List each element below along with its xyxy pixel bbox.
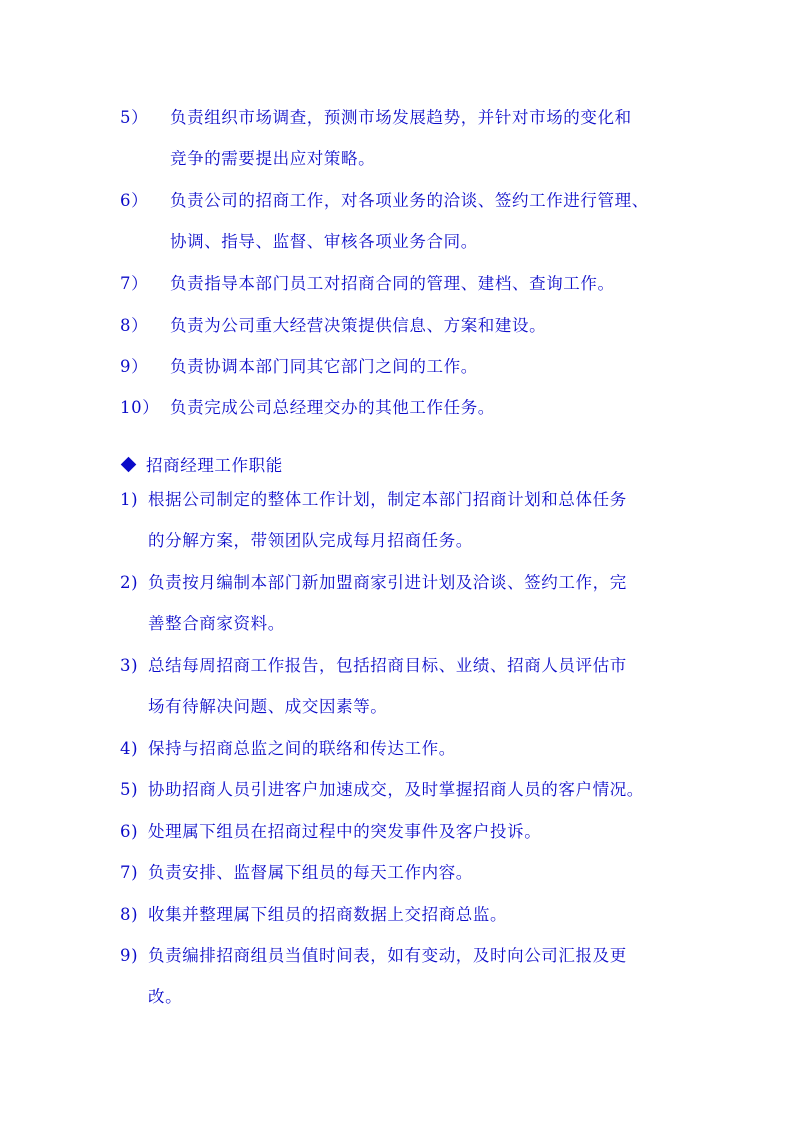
section-heading <box>121 456 283 476</box>
item-number: 8) <box>120 905 139 924</box>
item-text: 根据公司制定的整体工作计划，制定本部门招商计划和总体任务 <box>148 490 627 509</box>
item-number: 5） <box>120 108 149 127</box>
item-text: 总结每周招商工作报告，包括招商目标、业绩、招商人员评估市 <box>148 656 627 675</box>
item-text: 负责公司的招商工作，对各项业务的洽谈、签约工作进行管理、 <box>170 191 649 210</box>
diamond-bullet-icon <box>121 457 137 473</box>
item-text: 负责协调本部门同其它部门之间的工作。 <box>170 357 478 376</box>
item-text: 负责按月编制本部门新加盟商家引进计划及洽谈、签约工作，完 <box>148 573 627 592</box>
item-text: 处理属下组员在招商过程中的突发事件及客户投诉。 <box>148 822 542 841</box>
item-number: 9) <box>120 946 139 965</box>
section-heading-text: 招商经理工作职能 <box>146 456 283 475</box>
item-text-continued: 改。 <box>148 987 183 1006</box>
item-text-continued: 场有待解决问题、成交因素等。 <box>148 697 388 716</box>
item-text: 负责组织市场调查，预测市场发展趋势，并针对市场的变化和 <box>170 108 632 127</box>
item-text: 保持与招商总监之间的联络和传达工作。 <box>148 739 456 758</box>
item-number: 4) <box>120 739 139 758</box>
item-text: 负责为公司重大经营决策提供信息、方案和建设。 <box>170 316 547 335</box>
item-text: 负责安排、监督属下组员的每天工作内容。 <box>148 863 473 882</box>
item-text: 协助招商人员引进客户加速成交，及时掌握招商人员的客户情况。 <box>148 780 644 799</box>
item-text-continued: 善整合商家资料。 <box>148 614 285 633</box>
item-text: 负责完成公司总经理交办的其他工作任务。 <box>170 398 495 417</box>
item-number: 1) <box>120 490 139 509</box>
item-text: 收集并整理属下组员的招商数据上交招商总监。 <box>148 905 508 924</box>
item-number: 6) <box>120 822 139 841</box>
item-text-continued: 的分解方案，带领团队完成每月招商任务。 <box>148 531 473 550</box>
item-number: 5) <box>120 780 139 799</box>
item-text: 负责指导本部门员工对招商合同的管理、建档、查询工作。 <box>170 274 615 293</box>
item-text-continued: 竞争的需要提出应对策略。 <box>170 149 376 168</box>
item-number: 9） <box>120 357 149 376</box>
item-number: 8） <box>120 316 149 335</box>
item-number: 7） <box>120 274 149 293</box>
item-number: 10） <box>120 398 160 417</box>
item-number: 7) <box>120 863 139 882</box>
item-number: 2) <box>120 573 139 592</box>
item-number: 6） <box>120 191 149 210</box>
item-number: 3) <box>120 656 139 675</box>
item-text-continued: 协调、指导、监督、审核各项业务合同。 <box>170 232 478 251</box>
item-text: 负责编排招商组员当值时间表，如有变动，及时向公司汇报及更 <box>148 946 627 965</box>
